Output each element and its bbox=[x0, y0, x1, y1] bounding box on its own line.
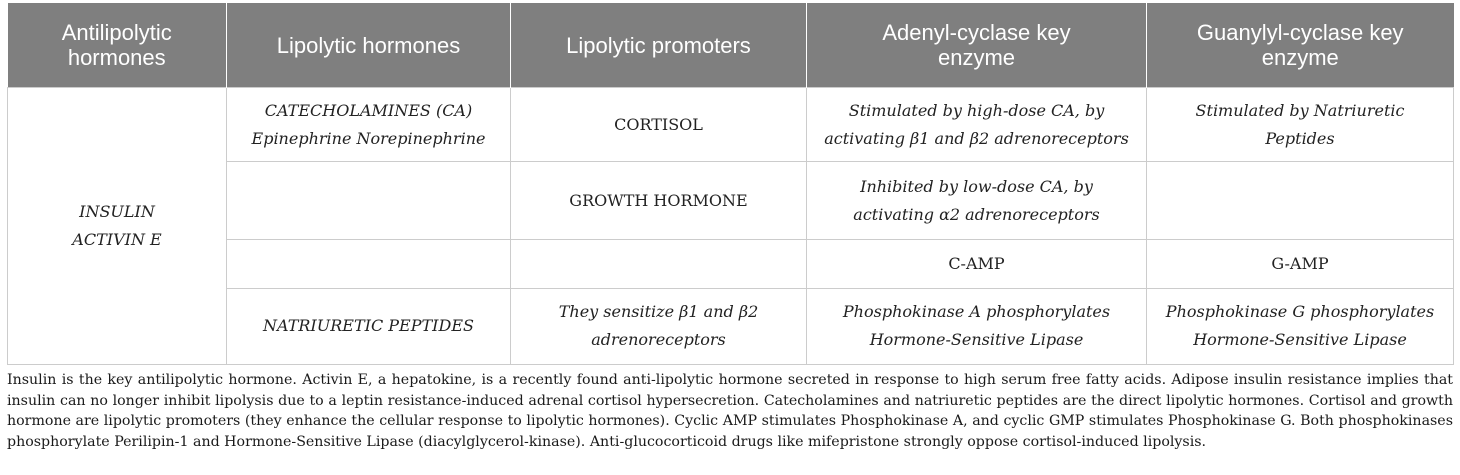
cell-lipolytic-promoters bbox=[511, 239, 807, 288]
header-row bbox=[8, 3, 1454, 88]
cell-guanylyl-cyclase: G-AMP bbox=[1147, 239, 1454, 288]
cell-lipolytic-promoters: GROWTH HORMONE bbox=[511, 162, 807, 239]
cell-adenyl-cyclase: Inhibited by low-dose CA, by activating α2 adrenoreceptors bbox=[807, 162, 1147, 239]
header-antilipolytic-hormones: Antilipolytic hormones bbox=[8, 3, 227, 88]
cell-lipolytic-hormones: NATRIURETIC PEPTIDES bbox=[227, 288, 511, 364]
cell-antilipolytic-hormones: INSULIN ACTIVIN E bbox=[8, 88, 227, 365]
header-guanylyl-cyclase: Guanylyl-cyclase key enzyme bbox=[1147, 3, 1454, 88]
cell-lipolytic-hormones: CATECHOLAMINES (CA) Epinephrine Norepinephrine bbox=[227, 88, 511, 162]
cell-adenyl-cyclase: C-AMP bbox=[807, 239, 1147, 288]
header-lipolytic-hormones: Lipolytic hormones bbox=[227, 3, 511, 88]
cell-guanylyl-cyclase: Stimulated by Natriuretic Peptides bbox=[1147, 88, 1454, 162]
cell-lipolytic-hormones bbox=[227, 239, 511, 288]
cell-lipolytic-promoters: They sensitize β1 and β2 adrenoreceptors bbox=[511, 288, 807, 364]
cell-guanylyl-cyclase bbox=[1147, 162, 1454, 239]
cell-adenyl-cyclase: Phosphokinase A phosphorylates Hormone-Sensitive Lipase bbox=[807, 288, 1147, 364]
table-footnote: Insulin is the key antilipolytic hormone. Activin E, a hepatokine, is a recently found anti-lipolytic hormone secreted in response to high serum free fatty acids. Adipose insulin resistance implies that insulin can no longer inhibit lipolysis due to a leptin resistance-induced adrenal cortisol hypersecretion. Catecholamines and natriuretic peptides are the direct lipolytic hormones. Cortisol and growth hormone are lipolytic promoters (they enhance the cellular response to lipolytic hormones). Cyclic AMP stimulates Phosphokinase A, and cyclic GMP stimulates Phosphokinase G. Both phosphokinases phosphorylate Perilipin-1 and Hormone-Sensitive Lipase (diacylglycerol-kinase). Anti-glucocorticoid drugs like mifepristone strongly oppose cortisol-induced lipolysis. bbox=[7, 372, 1453, 450]
header-adenyl-cyclase: Adenyl-cyclase key enzyme bbox=[807, 3, 1147, 88]
header-lipolytic-promoters: Lipolytic promoters bbox=[511, 3, 807, 88]
cell-lipolytic-promoters: CORTISOL bbox=[511, 88, 807, 162]
cell-guanylyl-cyclase: Phosphokinase G phosphorylates Hormone-Sensitive Lipase bbox=[1147, 288, 1454, 364]
lipolysis-table bbox=[7, 3, 1454, 365]
cell-lipolytic-hormones bbox=[227, 162, 511, 239]
cell-adenyl-cyclase: Stimulated by high-dose CA, by activating β1 and β2 adrenoreceptors bbox=[807, 88, 1147, 162]
table-row bbox=[8, 88, 1454, 162]
